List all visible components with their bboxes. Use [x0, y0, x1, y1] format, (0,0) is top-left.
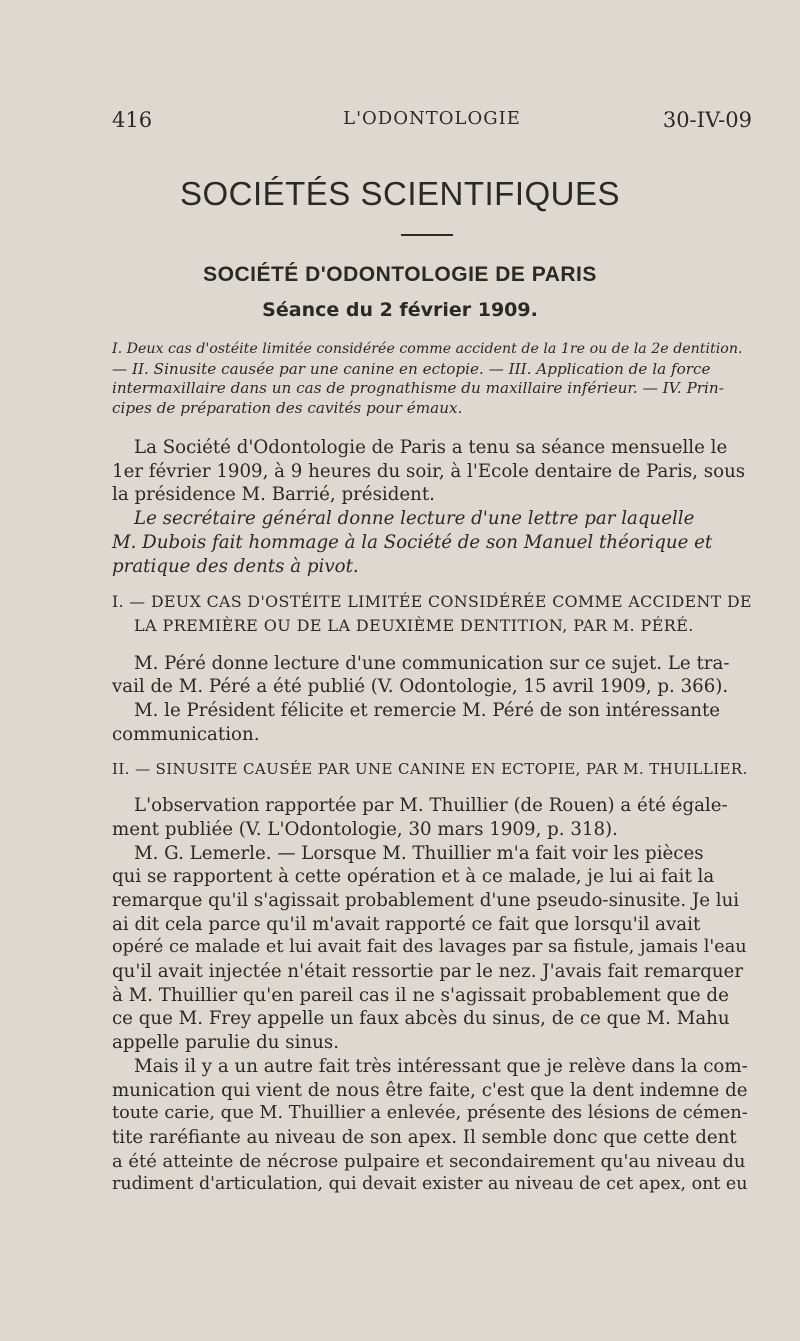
text-line: la présidence M. Barrié, président. — [112, 484, 435, 506]
page-title: SOCIÉTÉS SCIENTIFIQUES — [179, 175, 621, 212]
summary-line: intermaxillaire dans un cas de prognathisme du maxillaire inférieur. — IV. Prin- — [112, 379, 724, 397]
text-line: ai dit cela parce qu'il m'avait rapporté ce fait que lorsqu'il avait — [112, 913, 701, 935]
text-line: à M. Thuillier qu'en pareil cas il ne s'agissait probablement que de — [112, 984, 729, 1006]
text-line: vail de M. Péré a été publié (V. Odontologie, 15 avril 1909, p. 366). — [112, 676, 729, 698]
page-number: 416 — [112, 108, 153, 132]
text-line: remarque qu'il s'agissait probablement d'une pseudo-sinusite. Je lui — [112, 889, 740, 911]
text-line: L'observation rapportée par M. Thuillier (de Rouen) a été égale- — [134, 795, 728, 817]
text-line: communication. — [112, 723, 260, 745]
article-body — [112, 436, 752, 1197]
section2-paragraph — [112, 842, 752, 1055]
text-line: 1er février 1909, à 9 heures du soir, à l'Ecole dentaire de Paris, sous — [112, 460, 746, 482]
text-line: pratique des dents à pivot. — [112, 555, 359, 577]
title-divider — [401, 234, 453, 236]
text-line: M. G. Lemerle. — Lorsque M. Thuillier m'a fait voir les pièces — [134, 842, 704, 864]
heading-line: II. — SINUSITE CAUSÉE PAR UNE CANINE EN ECTOPIE, PAR M. THUILLIER. — [112, 760, 748, 779]
text-line: opéré ce malade et lui avait fait des lavages par sa fistule, jamais l'eau — [112, 937, 747, 958]
section1-paragraph — [112, 699, 752, 746]
text-line: M. le Président félicite et remercie M. Péré de son intéressante — [134, 700, 721, 722]
text-line: M. Péré donne lecture d'une communication sur ce sujet. Le tra- — [134, 652, 730, 674]
text-line: M. Dubois fait hommage à la Société de son Manuel théorique et — [112, 531, 713, 553]
text-line: Le secrétaire général donne lecture d'une lettre par laquelle — [134, 508, 695, 530]
text-line: appelle parulie du sinus. — [112, 1032, 339, 1054]
text-line: toute carie, que M. Thuillier a enlevée, présente des lésions de cémen- — [112, 1103, 748, 1124]
text-line: qui se rapportent à cette opération et à ce malade, je lui ai fait la — [112, 866, 715, 888]
running-head — [112, 108, 752, 136]
session-summary — [112, 340, 752, 418]
text-line: Mais il y a un autre fait très intéressant que je relève dans la com- — [134, 1055, 748, 1077]
session-title: Séance du 2 février 1909. — [262, 299, 538, 321]
heading-line: LA PREMIÈRE OU DE LA DEUXIÈME DENTITION, PAR M. PÉRÉ. — [134, 615, 694, 635]
heading-line: I. — DEUX CAS D'OSTÉITE LIMITÉE CONSIDÉRÉE COMME ACCIDENT DE — [112, 592, 752, 612]
section2-paragraph — [112, 1055, 752, 1197]
section-heading — [112, 590, 752, 637]
summary-line: — II. Sinusite causée par une canine en ectopie. — III. Application de la force — [112, 359, 711, 378]
summary-line: I. Deux cas d'ostéite limitée considérée comme accident de la 1re ou de la 2e dentition. — [112, 341, 743, 357]
text-line: La Société d'Odontologie de Paris a tenu sa séance mensuelle le — [134, 437, 728, 458]
society-title: SOCIÉTÉ D'ODONTOLOGIE DE PARIS — [203, 263, 597, 286]
section-heading — [112, 758, 752, 782]
intro-paragraph — [112, 436, 752, 507]
text-line: tite raréfiante au niveau de son apex. Il semble donc que cette dent — [112, 1126, 737, 1148]
text-line: ment publiée (V. L'Odontologie, 30 mars 1909, p. 318). — [112, 818, 618, 840]
issue-date: 30-IV-09 — [662, 108, 752, 132]
text-line: a été atteinte de nécrose pulpaire et secondairement qu'au niveau du — [112, 1150, 746, 1172]
journal-title: L'ODONTOLOGIE — [343, 108, 521, 129]
section1-paragraph — [112, 652, 752, 699]
text-line: rudiment d'articulation, qui devait exister au niveau de cet apex, ont eu — [112, 1174, 748, 1195]
text-line: ce que M. Frey appelle un faux abcès du sinus, de ce que M. Mahu — [112, 1008, 730, 1030]
text-line: munication qui vient de nous être faite, c'est que la dent indemne de — [112, 1079, 748, 1101]
section2-paragraph — [112, 794, 752, 841]
secretary-paragraph — [112, 507, 752, 578]
summary-line: cipes de préparation des cavités pour émaux. — [112, 398, 463, 417]
text-line: qu'il avait injectée n'était ressortie par le nez. J'avais fait remarquer — [112, 961, 744, 983]
